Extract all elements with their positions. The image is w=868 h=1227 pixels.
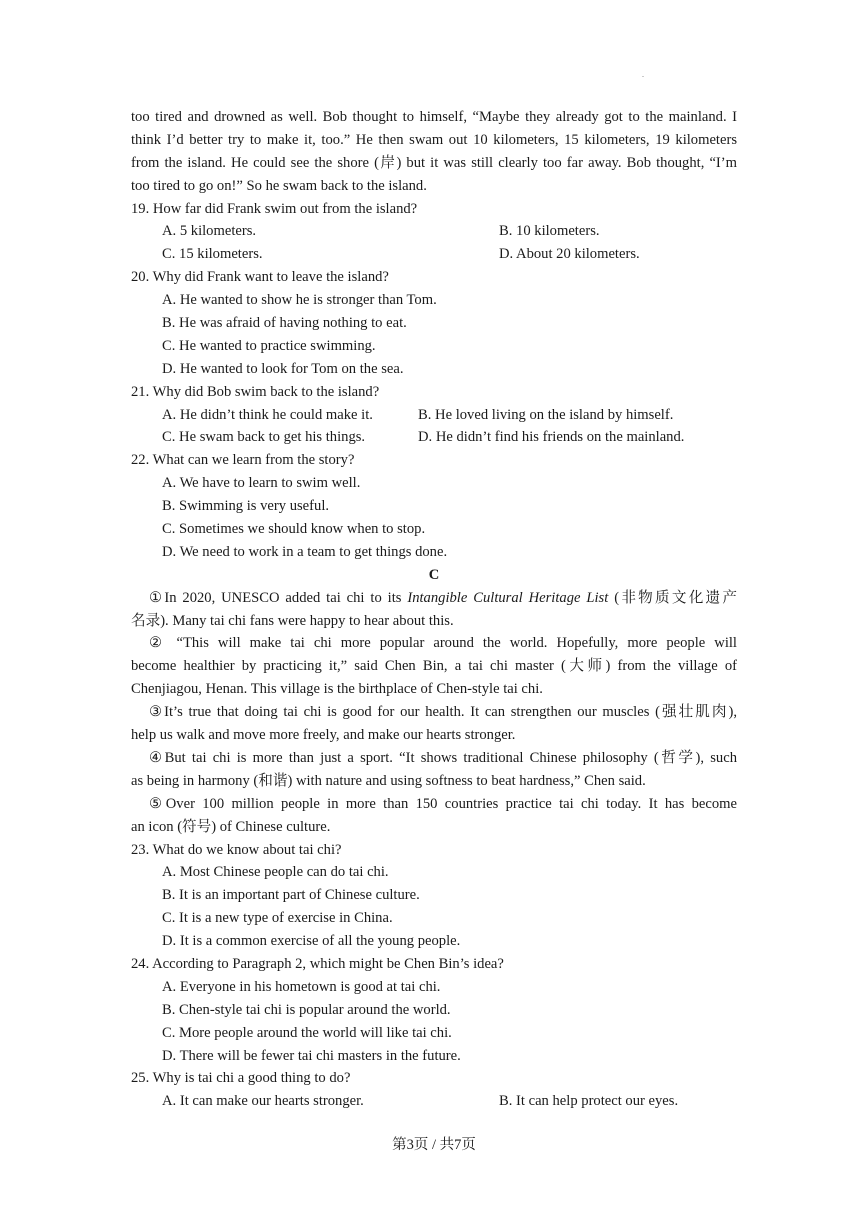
option-c: C. He wanted to practice swimming. — [162, 337, 376, 354]
option-d: D. We need to work in a team to get things done. — [162, 543, 448, 560]
option-a: A. He didn’t think he could make it. — [162, 406, 373, 423]
passage-b-line: too tired to go on!” So he swam back to the island. — [131, 177, 427, 194]
passage-c-text: ①In 2020, UNESCO added tai chi to its — [149, 589, 408, 606]
question-21-options-row — [131, 426, 737, 449]
passage-c-line: an icon (符号) of Chinese culture. — [131, 818, 331, 835]
option-c: C. It is a new type of exercise in China. — [162, 910, 393, 927]
question-22: 22. What can we learn from the story? — [131, 452, 355, 469]
question-19-options-row — [131, 220, 737, 243]
question-19-options-row — [131, 243, 737, 266]
option-a: A. It can make our hearts stronger. — [162, 1093, 364, 1110]
passage-c-text: (非物质文化遗产 — [608, 589, 737, 606]
question-21: 21. Why did Bob swim back to the island? — [131, 383, 380, 400]
page-number-footer: 第3页 / 共7页 — [392, 1137, 476, 1153]
option-a: A. He wanted to show he is stronger than Tom. — [162, 292, 437, 309]
option-b: B. He loved living on the island by himself. — [418, 406, 674, 423]
passage-c-line: as being in harmony (和谐) with nature and using softness to beat hardness,” Chen said. — [131, 772, 646, 789]
question-25-options-row — [131, 1090, 737, 1113]
passage-c-line: 名录). Many tai chi fans were happy to hear about this. — [131, 612, 454, 629]
passage-b-line: too tired and drowned as well. Bob thought to himself, “Maybe they already got to the mainland. I — [131, 109, 737, 125]
option-c: C. 15 kilometers. — [162, 246, 263, 263]
passage-b-line: from the island. He could see the shore (岸) but it was still clearly too far away. Bob thought, “I’m — [131, 154, 737, 171]
question-19: 19. How far did Frank swim out from the island? — [131, 200, 418, 217]
passage-c-line: ③It’s true that doing tai chi is good for our health. It can strengthen our muscles (强壮肌肉), — [149, 704, 737, 721]
question-20: 20. Why did Frank want to leave the island? — [131, 269, 389, 286]
question-24: 24. According to Paragraph 2, which might be Chen Bin’s idea? — [131, 955, 504, 972]
option-b: B. It is an important part of Chinese culture. — [162, 887, 420, 904]
question-25: 25. Why is tai chi a good thing to do? — [131, 1070, 351, 1087]
option-a: A. 5 kilometers. — [162, 223, 257, 240]
page-content — [131, 106, 737, 1113]
option-b: B. 10 kilometers. — [499, 223, 600, 240]
option-d: D. There will be fewer tai chi masters in the future. — [162, 1047, 461, 1064]
option-a: A. We have to learn to swim well. — [162, 475, 361, 492]
option-d: D. He wanted to look for Tom on the sea. — [162, 360, 404, 377]
option-a: A. Most Chinese people can do tai chi. — [162, 864, 389, 881]
passage-c-line: help us walk and move more freely, and make our hearts stronger. — [131, 727, 516, 744]
scan-mark: . — [642, 70, 644, 79]
passage-c-line — [131, 587, 737, 610]
passage-c-line: become healthier by practicing it,” said Chen Bin, a tai chi master (大师) from the village of — [131, 658, 737, 675]
question-21-options-row — [131, 404, 737, 427]
section-heading: C — [428, 566, 440, 583]
passage-c-italic: Intangible Cultural Heritage List — [407, 589, 609, 606]
option-b: B. Chen-style tai chi is popular around the world. — [162, 1001, 451, 1018]
option-d: D. About 20 kilometers. — [499, 246, 640, 263]
option-b: B. He was afraid of having nothing to eat. — [162, 315, 407, 332]
passage-c-line: ④But tai chi is more than just a sport. “It shows traditional Chinese philosophy (哲学), such — [149, 749, 737, 766]
passage-c-line: ⑤Over 100 million people in more than 150 countries practice tai chi today. It has become — [149, 795, 737, 812]
passage-c-line: ② “This will make tai chi more popular around the world. Hopefully, more people will — [149, 635, 737, 652]
question-23: 23. What do we know about tai chi? — [131, 841, 342, 858]
option-c: C. Sometimes we should know when to stop. — [162, 521, 426, 538]
option-d: D. It is a common exercise of all the young people. — [162, 933, 461, 950]
option-b: B. Swimming is very useful. — [162, 498, 330, 515]
option-a: A. Everyone in his hometown is good at tai chi. — [162, 978, 441, 995]
option-d: D. He didn’t find his friends on the mainland. — [418, 429, 685, 446]
option-c: C. He swam back to get his things. — [162, 429, 366, 446]
passage-b-line: think I’d better try to make it, too.” He then swam out 10 kilometers, 15 kilometers, 19 kilometers — [131, 131, 737, 148]
passage-c-line: Chenjiagou, Henan. This village is the birthplace of Chen-style tai chi. — [131, 681, 543, 698]
option-b: B. It can help protect our eyes. — [499, 1093, 679, 1110]
option-c: C. More people around the world will like tai chi. — [162, 1024, 452, 1041]
